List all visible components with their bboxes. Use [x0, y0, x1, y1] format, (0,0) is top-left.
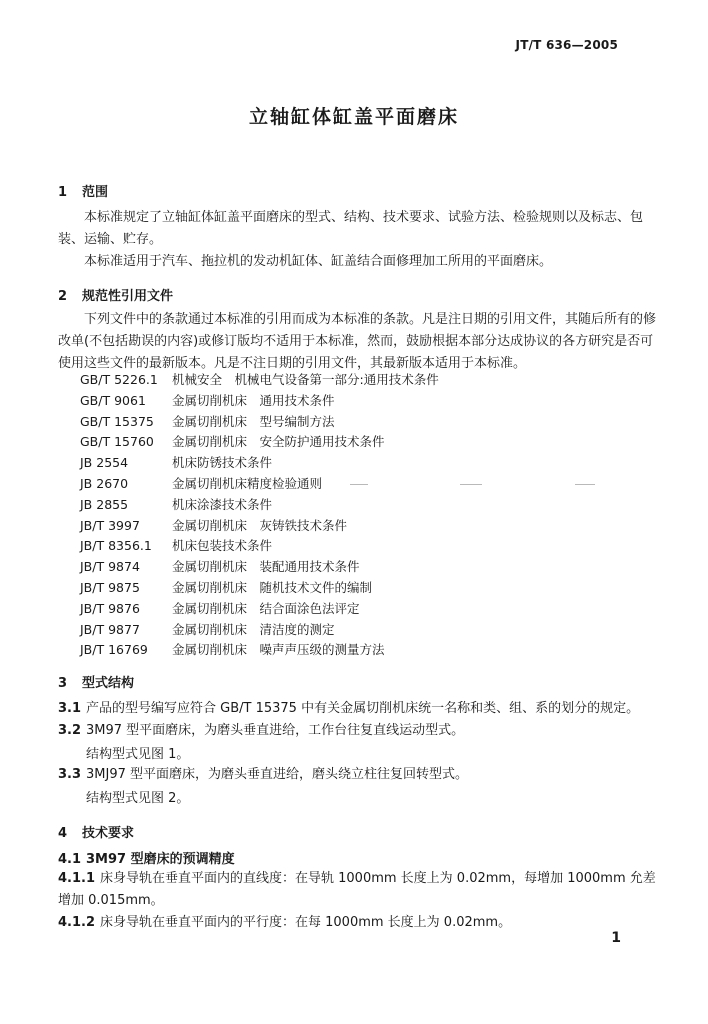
scan-speck — [350, 484, 368, 485]
section-number: 4 — [58, 826, 68, 841]
reference-title: 金属切削机床 灰铸铁技术条件 — [172, 517, 348, 533]
section-title: 规范性引用文件 — [82, 289, 174, 304]
clause-4-1-2 — [58, 912, 658, 934]
reference-item — [80, 640, 640, 661]
section-number: 1 — [58, 185, 68, 200]
clause-text: 产品的型号编写应符合 GB/T 15375 中有关金属切削机床统一名称和类、组、系的划分的规定。 — [86, 701, 640, 716]
reference-item — [80, 412, 640, 433]
section-heading-4 — [58, 822, 134, 841]
clause-number: 4.1 — [58, 852, 82, 867]
reference-title: 金属切削机床 型号编制方法 — [172, 413, 335, 429]
reference-title: 机床防锈技术条件 — [172, 455, 273, 471]
reference-item — [80, 370, 640, 391]
reference-title: 金属切削机床 装配通用技术条件 — [172, 559, 360, 575]
section-heading-2 — [58, 285, 173, 304]
reference-code: JB/T 16769 — [80, 642, 148, 658]
reference-code: JB 2855 — [80, 496, 129, 512]
section-heading-1 — [58, 181, 108, 200]
clause-text: 3M97 型磨床的预调精度 — [86, 852, 235, 867]
reference-item — [80, 557, 640, 578]
clause-number: 3.2 — [58, 723, 82, 738]
clause-text: 床身导轨在垂直平面内的直线度：在导轨 1000mm 长度上为 0.02mm，每增加 1000mm 允差增加 0.015mm。 — [58, 871, 656, 908]
reference-title: 机床包装技术条件 — [172, 538, 273, 554]
reference-code: JB/T 3997 — [80, 517, 140, 533]
clause-text: 床身导轨在垂直平面内的平行度：在每 1000mm 长度上为 0.02mm。 — [100, 915, 512, 930]
clause-number: 4.1.2 — [58, 915, 96, 930]
reference-item — [80, 620, 640, 641]
reference-title: 金属切削机床 噪声声压级的测量方法 — [172, 642, 385, 658]
standard-code: JT/T 636—2005 — [515, 38, 618, 52]
reference-code: JB/T 9877 — [80, 621, 140, 637]
clause-note: 结构型式见图 2。 — [86, 791, 190, 806]
reference-item — [80, 578, 640, 599]
reference-list — [80, 370, 640, 661]
clause-3-2 — [58, 720, 658, 742]
reference-title: 金属切削机床 结合面涂色法评定 — [172, 600, 360, 616]
reference-code: JB/T 9875 — [80, 579, 140, 595]
reference-code: GB/T 9061 — [80, 392, 146, 408]
reference-title: 机床涂漆技术条件 — [172, 496, 273, 512]
reference-item — [80, 432, 640, 453]
scan-speck — [575, 484, 595, 485]
clause-number: 3.1 — [58, 701, 82, 716]
section-number: 2 — [58, 289, 68, 304]
clause-number: 3.3 — [58, 767, 82, 782]
reference-title: 金属切削机床 通用技术条件 — [172, 392, 335, 408]
page-title: 立轴缸体缸盖平面磨床 — [248, 106, 459, 128]
reference-code: GB/T 15375 — [80, 413, 154, 429]
reference-item — [80, 516, 640, 537]
section-number: 3 — [58, 676, 68, 691]
reference-title: 机械安全 机械电气设备第一部分:通用技术条件 — [172, 372, 439, 387]
reference-title: 金属切削机床精度检验通则 — [172, 475, 323, 491]
reference-code: JB/T 9876 — [80, 600, 140, 616]
section-title: 技术要求 — [82, 826, 135, 841]
reference-code: JB/T 9874 — [80, 559, 140, 575]
section-title: 型式结构 — [82, 676, 135, 691]
clause-number: 4.1.1 — [58, 871, 96, 886]
section-title: 范围 — [82, 185, 109, 200]
reference-code: JB/T 8356.1 — [80, 538, 152, 554]
reference-code: JB 2670 — [80, 475, 129, 491]
paragraph: 本标准适用于汽车、拖拉机的发动机缸体、缸盖结合面修理加工所用的平面磨床。 — [84, 254, 553, 269]
clause-3-1 — [58, 698, 658, 720]
reference-title: 金属切削机床 安全防护通用技术条件 — [172, 434, 385, 450]
clause-4-1-1 — [58, 868, 658, 912]
reference-item — [80, 391, 640, 412]
paragraph: 下列文件中的条款通过本标准的引用而成为本标准的条款。凡是注日期的引用文件，其随后所有的修改单(不包括勘误的内容)或修订版均不适用于本标准，然而，鼓励根据本部分达成协议的各方研究是否可使用这些文件的最新版本。凡是不注日期的引用文件，其最新版本适用于本标准。 — [58, 312, 657, 371]
reference-item — [80, 495, 640, 516]
reference-code: JB 2554 — [80, 455, 129, 471]
clause-text: 3M97 型平面磨床，为磨头垂直进给，工作台往复直线运动型式。 — [86, 723, 465, 738]
reference-title: 金属切削机床 随机技术文件的编制 — [172, 579, 373, 595]
reference-title: 金属切削机床 清洁度的测定 — [172, 621, 335, 637]
reference-code: GB/T 5226.1 — [80, 372, 158, 387]
page-number: 1 — [611, 930, 621, 946]
section-heading-3 — [58, 672, 134, 691]
scan-speck — [460, 484, 482, 485]
reference-item — [80, 453, 640, 474]
clause-text: 3MJ97 型平面磨床，为磨头垂直进给，磨头绕立柱往复回转型式。 — [86, 767, 468, 782]
paragraph: 本标准规定了立轴缸体缸盖平面磨床的型式、结构、技术要求、试验方法、检验规则以及标志、包装、运输、贮存。 — [58, 210, 644, 247]
reference-item — [80, 536, 640, 557]
clause-note: 结构型式见图 1。 — [86, 747, 190, 762]
reference-item — [80, 599, 640, 620]
clause-3-3 — [58, 764, 658, 786]
reference-code: GB/T 15760 — [80, 434, 154, 450]
